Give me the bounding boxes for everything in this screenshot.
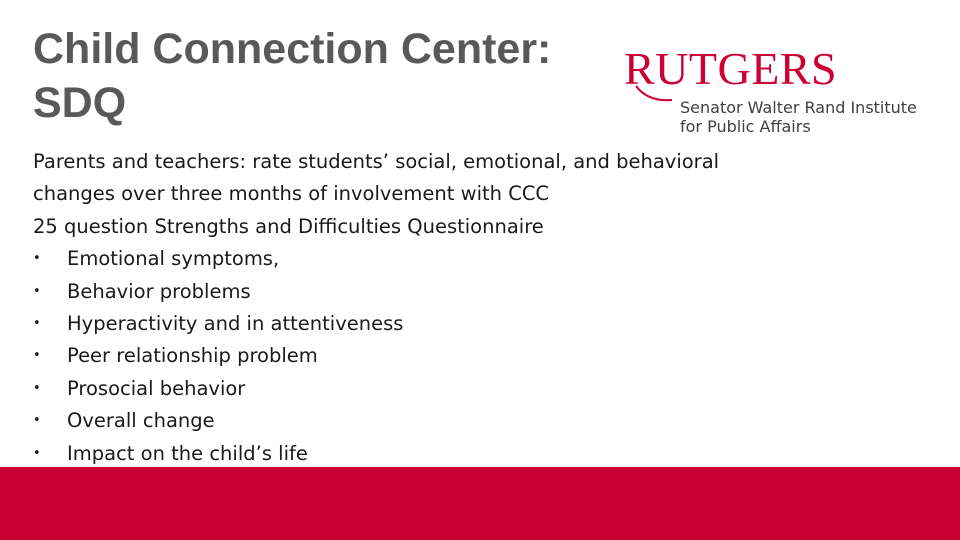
footer-bar	[0, 467, 960, 540]
bullet-icon: •	[33, 380, 41, 396]
rutgers-logo	[624, 44, 924, 140]
body-paragraph-2: 25 question Strengths and Difficulties Questionnaire	[33, 214, 544, 238]
bullet-icon: •	[33, 316, 41, 332]
list-item	[33, 405, 913, 437]
slide-title	[33, 22, 633, 130]
list-item-text: Overall change	[67, 409, 215, 433]
title-line-1: Child Connection Center:	[33, 25, 552, 73]
list-item-text: Prosocial behavior	[67, 376, 246, 400]
logo-tagline-line-1: Senator Walter Rand Institute	[680, 98, 917, 117]
list-item	[33, 373, 913, 405]
list-item-text: Hyperactivity and in attentiveness	[67, 312, 404, 336]
bullet-icon: •	[33, 251, 41, 267]
body-paragraph-1: Parents and teachers: rate students’ social, emotional, and behavioral	[33, 150, 720, 173]
list-item	[33, 340, 913, 372]
list-item	[33, 438, 913, 470]
list-item	[33, 243, 913, 275]
bullet-icon: •	[33, 445, 41, 461]
logo-tagline-line-2: for Public Affairs	[680, 117, 811, 136]
list-item-text: Peer relationship problem	[67, 344, 318, 368]
bullet-icon: •	[33, 413, 41, 429]
list-item-text: Emotional symptoms,	[67, 247, 280, 271]
title-line-2: SDQ	[33, 79, 127, 127]
logo-tagline	[680, 98, 917, 136]
list-item	[33, 308, 913, 340]
slide-body	[33, 146, 913, 470]
bullet-icon: •	[33, 283, 41, 299]
list-item	[33, 276, 913, 308]
logo-swash-icon	[634, 84, 674, 104]
body-paragraph-1-continued: changes over three months of involvement with CCC	[33, 182, 550, 206]
logo-wordmark: RUTGERS	[624, 43, 838, 94]
bullet-icon: •	[33, 348, 41, 364]
bullet-list	[33, 243, 913, 470]
list-item-text: Behavior problems	[67, 279, 251, 303]
list-item-text: Impact on the child’s life	[67, 441, 308, 465]
